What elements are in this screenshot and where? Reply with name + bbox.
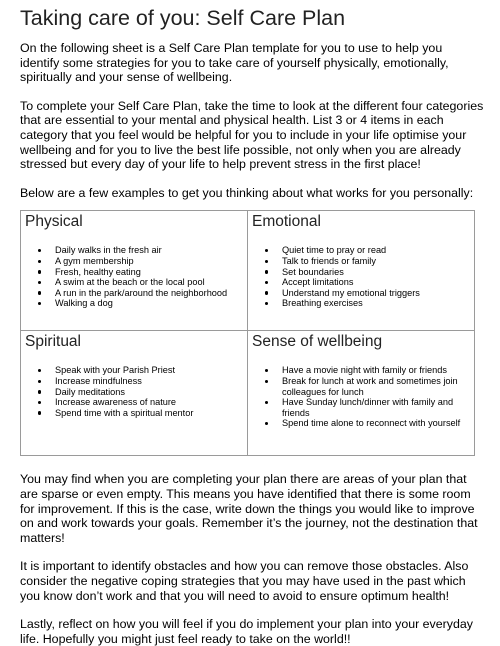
list-item: Have a movie night with family or friends [282, 365, 470, 376]
list-item: A run in the park/around the neighborhood [55, 288, 243, 299]
intro-paragraph-2: To complete your Self Care Plan, take the time to look at the different four categories that are essential to your mental and physical health. List 3 or 4 items in each category that you feel would be helpful for you to include in your life optimise your wellbeing and for you to live the best life possible, not only when you are already stressed but every day of your life to help prevent stress in the first place! [20, 98, 484, 172]
self-care-categories-table [20, 210, 475, 456]
closing-paragraph-2: It is important to identify obstacles and how you can remove those obstacles. Also consider the negative coping strategies that you may have used in the past which you know don’t work and that you will need to avoid to ensure optimum health! [20, 559, 469, 603]
list-item: Fresh, healthy eating [55, 267, 243, 278]
category-cell-emotional [248, 211, 475, 331]
list-item: Increase awareness of nature [55, 397, 243, 408]
intro-paragraph-1: On the following sheet is a Self Care Plan template for you to use to help you identify some strategies for you to take care of yourself physically, emotionally, spiritually and your sense of wellbeing. [20, 41, 449, 85]
page-title: Taking care of you: Self Care Plan [20, 6, 346, 30]
category-list [25, 245, 243, 309]
list-item: Break for lunch at work and sometimes join colleagues for lunch [282, 376, 470, 397]
category-cell-sense-of-wellbeing [248, 331, 475, 456]
intro-paragraph-3: Below are a few examples to get you thinking about what works for you personally: [20, 185, 474, 200]
list-item: Increase mindfulness [55, 376, 243, 387]
category-list [252, 245, 470, 309]
list-item: Set boundaries [282, 267, 470, 278]
table-row [21, 331, 475, 456]
category-list [25, 365, 243, 418]
list-item: Walking a dog [55, 298, 243, 309]
list-item: Accept limitations [282, 277, 470, 288]
closing-paragraph-3: Lastly, reflect on how you will feel if you do implement your plan into your everyday life. Hopefully you might just feel ready to take on the world!! [20, 617, 473, 646]
category-title: Emotional [252, 213, 321, 231]
table-row [21, 211, 475, 331]
list-item: Daily walks in the fresh air [55, 245, 243, 256]
list-item: Talk to friends or family [282, 256, 470, 267]
list-item: A gym membership [55, 256, 243, 267]
category-title: Sense of wellbeing [252, 333, 383, 351]
list-item: Speak with your Parish Priest [55, 365, 243, 376]
list-item: Spend time alone to reconnect with yourself [282, 418, 470, 429]
list-item: Breathing exercises [282, 298, 470, 309]
category-list [252, 365, 470, 429]
category-cell-physical [21, 211, 248, 331]
category-cell-spiritual [21, 331, 248, 456]
list-item: A swim at the beach or the local pool [55, 277, 243, 288]
list-item: Have Sunday lunch/dinner with family and friends [282, 397, 470, 418]
category-title: Spiritual [25, 333, 81, 351]
list-item: Quiet time to pray or read [282, 245, 470, 256]
list-item: Spend time with a spiritual mentor [55, 408, 243, 419]
category-title: Physical [25, 213, 83, 231]
list-item: Understand my emotional triggers [282, 288, 470, 299]
list-item: Daily meditations [55, 387, 243, 398]
closing-paragraph-1: You may find when you are completing your plan there are areas of your plan that are sparse or even empty. This means you have identified that there is some room for improvement. If this is the case, write down the things you would like to improve on and work towards your goals. Remember it’s the journey, not the destination that matters! [20, 472, 478, 545]
